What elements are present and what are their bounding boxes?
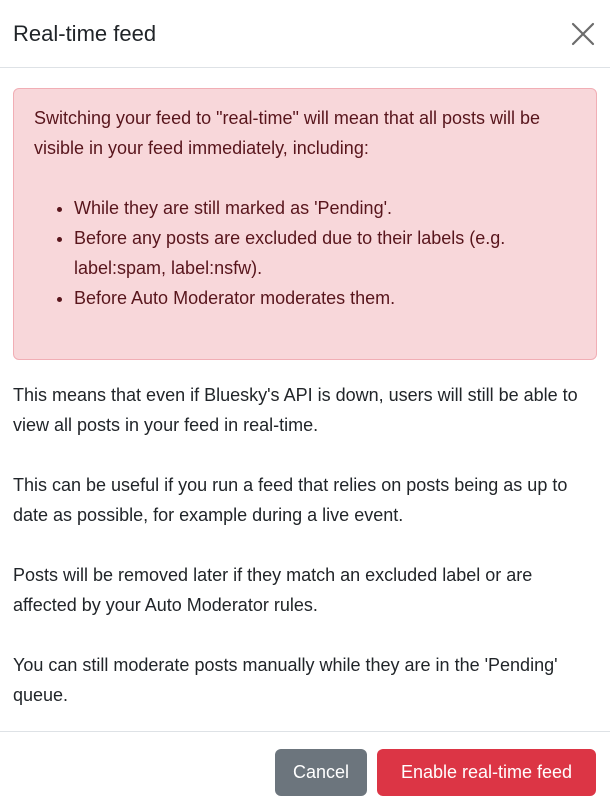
body-paragraph: You can still moderate posts manually while they are in the 'Pending' queue. [13,655,558,705]
alert-list-item: • Before any posts are excluded due to their labels (e.g. label:spam, label:nsfw). [74,223,576,283]
cancel-button[interactable]: Cancel [275,749,367,796]
modal-body [0,68,610,710]
modal-footer [0,731,610,812]
body-paragraph: This means that even if Bluesky's API is down, users will still be able to view all posts in your feed in real-time. [13,385,578,435]
close-icon [571,22,595,46]
alert-list-item: • Before Auto Moderator moderates them. [74,283,576,313]
alert-intro: Switching your feed to "real-time" will mean that all posts will be visible in your feed immediately, including: [34,108,540,158]
alert-list-item: • While they are still marked as 'Pending'. [74,193,576,223]
body-paragraph: Posts will be removed later if they match an excluded label or are affected by your Auto Moderator rules. [13,565,533,615]
modal-title: Real-time feed [13,20,157,46]
modal-header [0,0,610,68]
close-button[interactable] [568,19,598,49]
alert-list [34,193,576,313]
body-paragraph: This can be useful if you run a feed that relies on posts being as up to date as possible, for example during a live event. [13,475,568,525]
enable-real-time-feed-button[interactable]: Enable real-time feed [377,749,596,796]
warning-alert [13,88,597,360]
